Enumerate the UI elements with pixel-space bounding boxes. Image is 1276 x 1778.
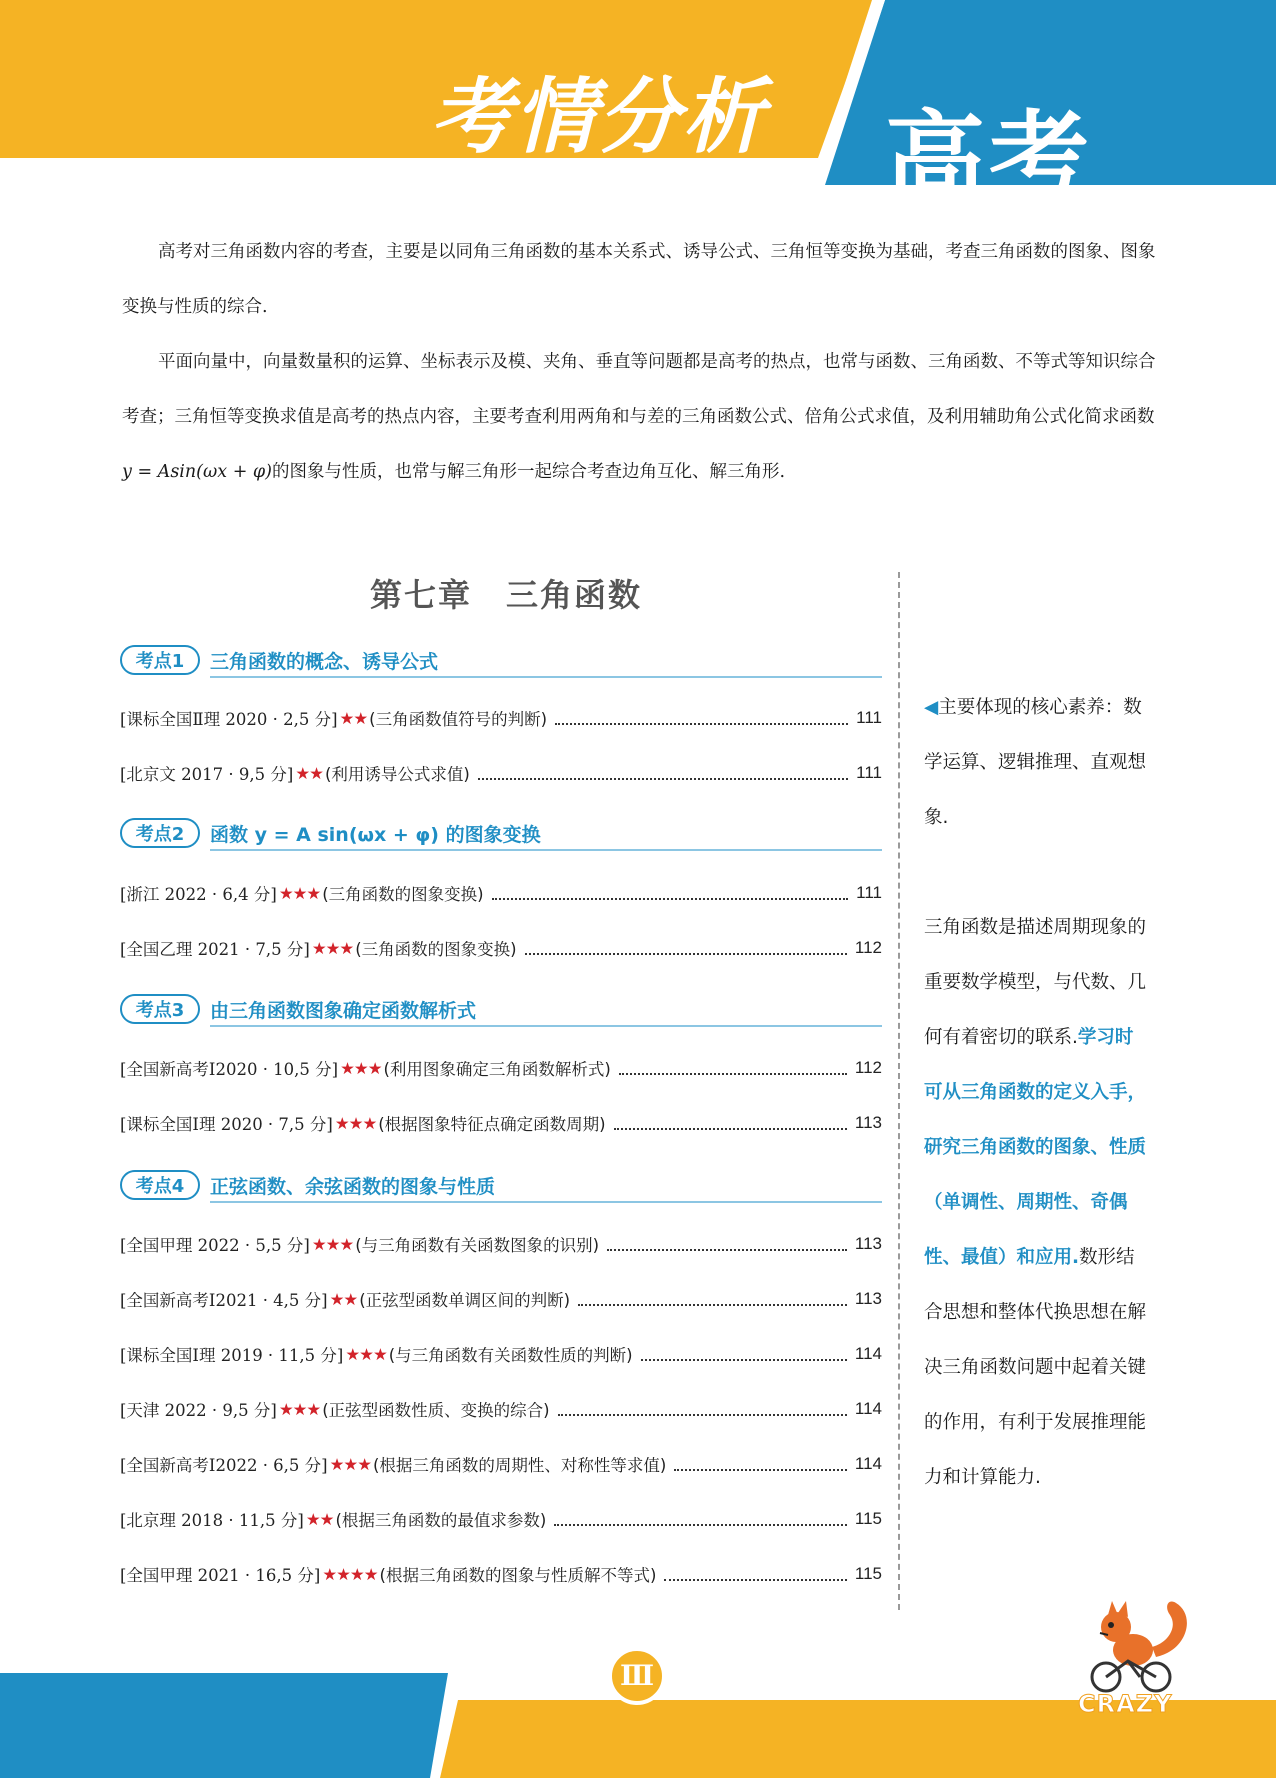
kaodian-header — [120, 645, 882, 679]
banner-title-left: 考情分析 — [430, 70, 766, 165]
leader-dots — [525, 941, 847, 955]
entry-page: 115 — [854, 1509, 882, 1528]
kaodian-title: 正弦函数、余弦函数的图象与性质 — [210, 1176, 496, 1198]
kaodian-header — [120, 818, 882, 852]
star-rating: ★★★ — [278, 1399, 321, 1419]
leader-dots — [492, 886, 849, 900]
entry-page: 112 — [854, 1058, 882, 1077]
leader-dots — [674, 1457, 847, 1471]
formula: y = Asin(ωx + φ) — [122, 462, 272, 482]
entry-topic: (与三角函数有关函数性质的判断) — [388, 1346, 633, 1365]
entry-topic: (利用图象确定三角函数解析式) — [383, 1060, 611, 1079]
star-rating: ★★★ — [345, 1344, 387, 1364]
entry-topic: (正弦型函数性质、变换的综合) — [322, 1401, 550, 1420]
intro-paragraph-2: 平面向量中，向量数量积的运算、坐标表示及模、夹角、垂直等问题都是高考的热点，也常与函数、三角函数、不等式等知识综合考查；三角恒等变换求值是高考的热点内容，主要考查利用两角和与差的三角函数公式、倍角公式求值，及利用辅助角公式化简求函数y = Asin(ωx + φ)的图象与性质，也常与解三角形一起综合考查边角互化、解三角形. — [122, 352, 1156, 482]
kaodian-badge: 考点3 — [120, 994, 200, 1024]
mascot-label: CRAZY — [1078, 1690, 1173, 1718]
entry-topic: (根据三角函数的周期性、对称性等求值) — [373, 1456, 667, 1475]
kaodian-badge: 考点4 — [120, 1170, 200, 1200]
entry-page: 112 — [854, 938, 882, 957]
toc-entry[interactable] — [120, 1229, 882, 1259]
leader-dots — [619, 1061, 847, 1075]
leader-dots — [555, 711, 848, 725]
entry-page: 114 — [854, 1344, 882, 1363]
toc-entry[interactable] — [120, 1053, 882, 1083]
entry-page: 113 — [854, 1234, 882, 1253]
core-literacy-note — [924, 680, 1149, 845]
entry-topic: (利用诱导公式求值) — [324, 765, 470, 784]
highlight-text: 学习时可从三角函数的定义入手，研究三角函数的图象、性质（单调性、周期性、奇偶性、最值）和应用. — [924, 1027, 1147, 1268]
entry-source: [北京文 2017 · 9,5 分] — [120, 765, 294, 784]
entry-topic: (三角函数的图象变换) — [322, 885, 484, 904]
star-rating: ★★★★ — [322, 1564, 378, 1584]
star-rating: ★★★ — [311, 938, 354, 958]
entry-source: [浙江 2022 · 6,4 分] — [120, 885, 277, 904]
star-rating: ★★★ — [329, 1454, 371, 1474]
toc-entry[interactable] — [120, 703, 882, 733]
entry-topic: (三角函数的图象变换) — [355, 940, 517, 959]
entry-page: 111 — [856, 708, 882, 727]
leader-dots — [478, 766, 848, 780]
star-rating: ★★★ — [278, 883, 321, 903]
entry-topic: (根据三角函数的最值求参数) — [335, 1511, 547, 1530]
core-literacy-text: 数学运算、逻辑推理、直观想象. — [924, 697, 1147, 828]
underline — [210, 849, 882, 851]
toc-entry[interactable] — [120, 1449, 882, 1479]
toc-entry[interactable] — [120, 1559, 882, 1589]
toc-entry[interactable] — [120, 1394, 882, 1424]
banner-title-right: 高考 — [885, 100, 1093, 217]
leader-dots — [641, 1347, 847, 1361]
entry-source: [全国新高考Ⅰ2022 · 6,5 分] — [120, 1456, 328, 1475]
kaodian-header — [120, 1170, 882, 1204]
toc-entry[interactable] — [120, 933, 882, 963]
toc-entry[interactable] — [120, 1339, 882, 1369]
underline — [210, 1201, 882, 1203]
star-rating: ★★ — [329, 1289, 358, 1309]
kaodian-title: 三角函数的概念、诱导公式 — [210, 651, 439, 673]
entry-topic: (根据图象特征点确定函数周期) — [378, 1115, 606, 1134]
core-literacy-label: 主要体现的核心素养： — [938, 697, 1124, 718]
entry-page: 114 — [854, 1399, 882, 1418]
entry-topic: (正弦型函数单调区间的判断) — [359, 1291, 571, 1310]
star-rating: ★★ — [305, 1509, 334, 1529]
entry-page: 115 — [854, 1564, 882, 1583]
entry-page: 113 — [854, 1113, 882, 1132]
entry-page: 114 — [854, 1454, 882, 1473]
entry-source: [全国甲理 2021 · 16,5 分] — [120, 1566, 321, 1585]
entry-source: [全国甲理 2022 · 5,5 分] — [120, 1236, 310, 1255]
entry-source: [全国乙理 2021 · 7,5 分] — [120, 940, 310, 959]
entry-source: [全国新高考Ⅰ2020 · 10,5 分] — [120, 1060, 339, 1079]
leader-dots — [607, 1237, 847, 1251]
kaodian-badge: 考点1 — [120, 645, 200, 675]
toc-entry[interactable] — [120, 1284, 882, 1314]
leader-dots — [578, 1292, 847, 1306]
chapter-title: 第七章 三角函数 — [370, 576, 643, 614]
entry-source: [课标全国Ⅰ理 2019 · 11,5 分] — [120, 1346, 344, 1365]
underline — [210, 676, 882, 678]
page-number: Ⅲ — [608, 1647, 666, 1705]
kaodian-title: 由三角函数图象确定函数解析式 — [210, 1000, 477, 1022]
kaodian-badge: 考点2 — [120, 818, 200, 848]
entry-source: [北京理 2018 · 11,5 分] — [120, 1511, 304, 1530]
underline — [210, 1025, 882, 1027]
toc-entry[interactable] — [120, 878, 882, 908]
leader-dots — [558, 1402, 847, 1416]
leader-dots — [554, 1512, 847, 1526]
star-rating: ★★ — [339, 708, 368, 728]
intro-paragraph-1: 高考对三角函数内容的考查，主要是以同角三角函数的基本关系式、诱导公式、三角恒等变换为基础，考查三角函数的图象、图象变换与性质的综合. — [122, 242, 1156, 317]
leader-dots — [664, 1567, 847, 1581]
entry-page: 113 — [854, 1289, 882, 1308]
star-rating: ★★★ — [340, 1058, 382, 1078]
chapter-description: 三角函数是描述周期现象的重要数学模型，与代数、几何有着密切的联系.学习时可从三角函数的定义入手，研究三角函数的图象、性质（单调性、周期性、奇偶性、最值）和应用.数形结合思想和整体代换思想在解决三角函数问题中起着关键的作用，有利于发展推理能力和计算能力. — [924, 917, 1147, 1488]
squirrel-mascot-icon — [1078, 1595, 1198, 1695]
left-arrow-icon: ◀ — [924, 697, 939, 718]
leader-dots — [614, 1116, 847, 1130]
kaodian-header — [120, 994, 882, 1028]
entry-topic: (根据三角函数的图象与性质解不等式) — [379, 1566, 657, 1585]
toc-entry[interactable] — [120, 1108, 882, 1138]
toc-entry[interactable] — [120, 1504, 882, 1534]
entry-source: [全国新高考Ⅰ2021 · 4,5 分] — [120, 1291, 328, 1310]
entry-source: [天津 2022 · 9,5 分] — [120, 1401, 277, 1420]
entry-source: [课标全国Ⅱ理 2020 · 2,5 分] — [120, 710, 338, 729]
entry-page: 111 — [856, 763, 882, 782]
entry-page: 111 — [856, 883, 882, 902]
star-rating: ★★ — [295, 763, 323, 783]
toc-entry[interactable] — [120, 758, 882, 788]
entry-topic: (三角函数值符号的判断) — [369, 710, 548, 729]
star-rating: ★★★ — [311, 1234, 354, 1254]
entry-source: [课标全国Ⅰ理 2020 · 7,5 分] — [120, 1115, 333, 1134]
column-divider — [898, 572, 900, 1610]
entry-topic: (与三角函数有关函数图象的识别) — [355, 1236, 600, 1255]
star-rating: ★★★ — [334, 1113, 377, 1133]
kaodian-title: 函数 y = A sin(ωx + φ) 的图象变换 — [210, 824, 541, 846]
